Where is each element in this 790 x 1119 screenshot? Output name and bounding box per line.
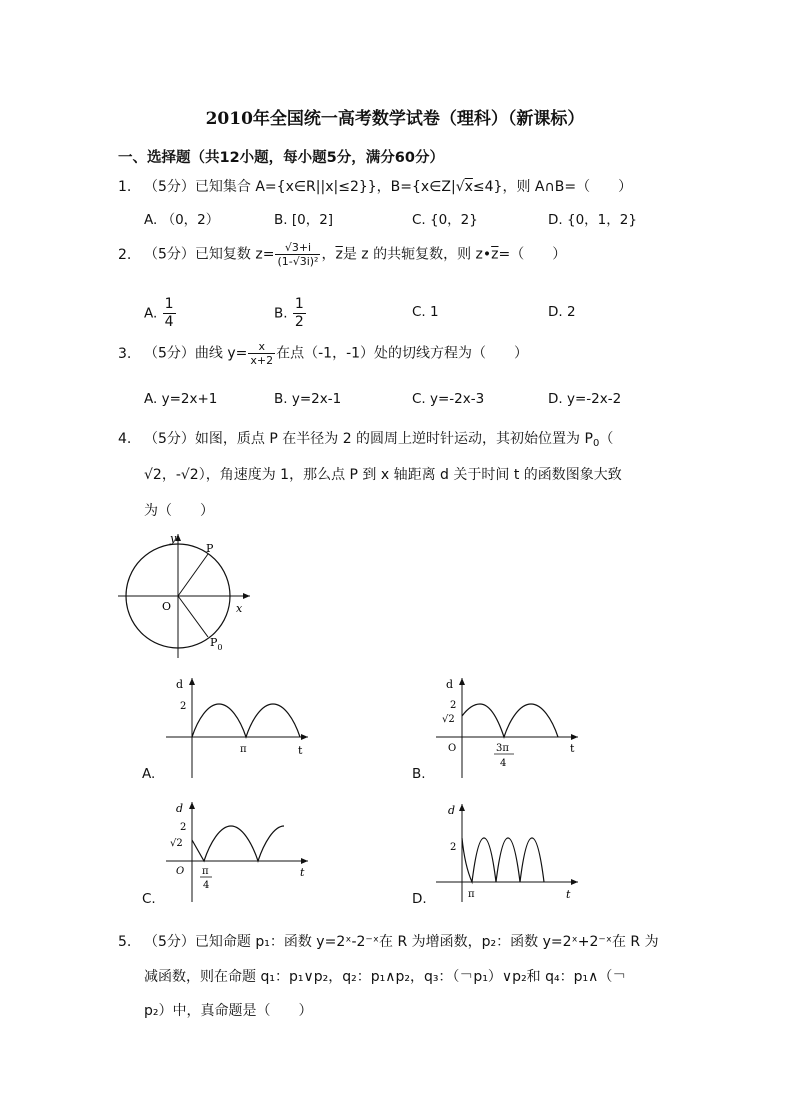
- graph-c-label: C.: [142, 891, 156, 907]
- q3-option-b: B. y=2x-1: [274, 391, 342, 407]
- tick-denominator: 4: [203, 880, 210, 891]
- radius-op0: [178, 596, 208, 637]
- q2-zbar-2: $\overline{z}$: [491, 246, 499, 263]
- q3-option-d: D. y=-2x-2: [548, 391, 622, 407]
- question-5-line-3: p₂）中，真命题是（ ）: [144, 1003, 313, 1019]
- q3-option-c: C. y=-2x-3: [412, 391, 485, 407]
- question-4-line-3: 为（ ）: [144, 503, 214, 519]
- graph-a: [160, 674, 320, 780]
- q1-option-d: D. {0，1，2}: [548, 212, 637, 228]
- paper-title: 2010年全国统一高考数学试卷（理科）（新课标）: [205, 109, 585, 129]
- question-number: 4.: [118, 431, 132, 447]
- p0-label: [210, 636, 223, 652]
- t-label: t: [566, 888, 571, 901]
- question-1: [118, 176, 632, 196]
- tick-numerator: 3π: [496, 743, 509, 754]
- subscript: 0: [592, 438, 600, 449]
- q2-fraction: [275, 241, 320, 268]
- d-label: d: [176, 802, 184, 815]
- d-label: d: [448, 804, 456, 817]
- radius-op: [178, 554, 208, 596]
- fraction-numerator: 1: [294, 296, 304, 312]
- d-label: d: [176, 678, 184, 691]
- question-5-line-2: 减函数，则在命题 q₁：p₁∨p₂，q₂：p₁∧p₂，q₃：（￢p₁）∨p₂和 q₄：p₁∧（￢: [144, 969, 627, 985]
- fraction-denominator: 4: [164, 314, 174, 330]
- d-axis-arrow-icon: [189, 802, 195, 809]
- graph-a-label: A.: [142, 766, 156, 782]
- pi-label: π: [468, 889, 475, 900]
- graph-b: [430, 674, 590, 780]
- option-fraction: [293, 296, 306, 331]
- p-label: P: [206, 542, 214, 555]
- q2-stem-d: =（ ）: [498, 246, 567, 263]
- question-4-line-1: [118, 428, 613, 449]
- q1-option-b: B. [0，2]: [274, 212, 334, 228]
- graph-d: [430, 798, 590, 904]
- fraction-numerator: 1: [164, 296, 174, 312]
- label-2: 2: [180, 701, 187, 712]
- q3-stem-a: （5分）曲线 y=: [144, 345, 248, 362]
- fraction-numerator: √3+i: [275, 241, 320, 255]
- curve: [462, 838, 544, 882]
- label-sqrt2: √2: [442, 714, 455, 725]
- curve: [192, 826, 284, 861]
- q4-text-end: （: [599, 431, 614, 447]
- y-label: y: [170, 532, 177, 545]
- question-number: 3.: [118, 345, 132, 362]
- q5-text: （5分）已知命题 p₁：函数 y=2ˣ-2⁻ˣ在 R 为增函数，p₂：函数 y=2ˣ+2⁻ˣ在 R 为: [144, 934, 659, 950]
- option-fraction: [163, 296, 176, 331]
- fraction-denominator: 2: [294, 314, 304, 330]
- t-label: t: [570, 742, 575, 755]
- q1-stem-b: ≤4}，则 A∩B=（ ）: [472, 179, 633, 195]
- question-number: 5.: [118, 934, 132, 950]
- q2-zbar: $\overline{z}$: [335, 246, 343, 263]
- t-axis-arrow-icon: [571, 879, 578, 885]
- fraction-numerator: x: [248, 340, 275, 354]
- tick-numerator: π: [202, 866, 209, 877]
- curve: [192, 704, 300, 737]
- tick-denominator: 4: [500, 758, 507, 769]
- q1-stem-a: （5分）已知集合 A={x∈R||x|≤2}}，B={x∈Z|: [144, 179, 456, 195]
- label-2: 2: [450, 842, 457, 853]
- q1-stem-x: x: [464, 179, 473, 195]
- origin-label: O: [448, 743, 457, 754]
- q3-fraction: [248, 340, 275, 367]
- q2-stem-a: （5分）已知复数 z=: [144, 246, 275, 263]
- d-axis-arrow-icon: [459, 804, 465, 811]
- section-heading: 一、选择题（共12小题，每小题5分，满分60分）: [118, 150, 444, 166]
- q2-option-b: [274, 296, 307, 331]
- q3-stem-b: 在点（-1，-1）处的切线方程为（ ）: [276, 345, 529, 362]
- q4-text: （5分）如图，质点 P 在半径为 2 的圆周上逆时针运动，其初始位置为 P: [144, 431, 593, 447]
- q2-option-d: D. 2: [548, 304, 576, 320]
- t-label: t: [298, 744, 303, 757]
- origin-label: O: [176, 866, 185, 877]
- x-axis-arrow-icon: [243, 593, 250, 599]
- graph-c: [160, 798, 320, 904]
- q2-option-a: [144, 296, 177, 331]
- label-2: 2: [180, 822, 187, 833]
- label-sqrt2: √2: [170, 838, 183, 849]
- t-axis-arrow-icon: [301, 734, 308, 740]
- question-number: 2.: [118, 246, 132, 263]
- q2-option-c: C. 1: [412, 304, 439, 320]
- q2-stem-c: 是 z 的共轭复数，则 z•: [342, 246, 492, 263]
- question-3: [118, 340, 528, 367]
- question-2: [118, 241, 566, 268]
- p0-subscript: 0: [217, 643, 223, 652]
- option-letter: A.: [144, 305, 158, 322]
- question-5-line-1: [118, 931, 659, 951]
- question-4-line-2: √2，-√2），角速度为 1，那么点 P 到 x 轴距离 d 关于时间 t 的函数图象大致: [144, 467, 622, 483]
- q1-option-c: C. {0，2}: [412, 212, 478, 228]
- t-axis-arrow-icon: [301, 858, 308, 864]
- question-number: 1.: [118, 179, 132, 195]
- fraction-denominator: (1-√3i)²: [277, 255, 319, 268]
- q2-stem-b: ，: [321, 246, 336, 263]
- d-axis-arrow-icon: [189, 678, 195, 685]
- pi-label: π: [240, 744, 247, 755]
- circle-figure: [112, 530, 262, 660]
- d-axis-arrow-icon: [459, 678, 465, 685]
- q1-option-a: A. （0，2）: [144, 212, 220, 228]
- curve: [462, 704, 558, 737]
- t-label: t: [300, 866, 305, 879]
- sqrt-icon: √: [455, 179, 465, 195]
- label-2: 2: [450, 700, 457, 711]
- graph-b-label: B.: [412, 766, 426, 782]
- fraction-denominator: x+2: [250, 354, 274, 367]
- x-label: x: [236, 602, 243, 615]
- p0-letter: P: [210, 636, 218, 649]
- q3-option-a: A. y=2x+1: [144, 391, 218, 407]
- option-letter: B.: [274, 305, 288, 322]
- t-axis-arrow-icon: [571, 734, 578, 740]
- graph-d-label: D.: [412, 891, 427, 907]
- d-label: d: [446, 678, 454, 691]
- origin-label: O: [162, 600, 172, 613]
